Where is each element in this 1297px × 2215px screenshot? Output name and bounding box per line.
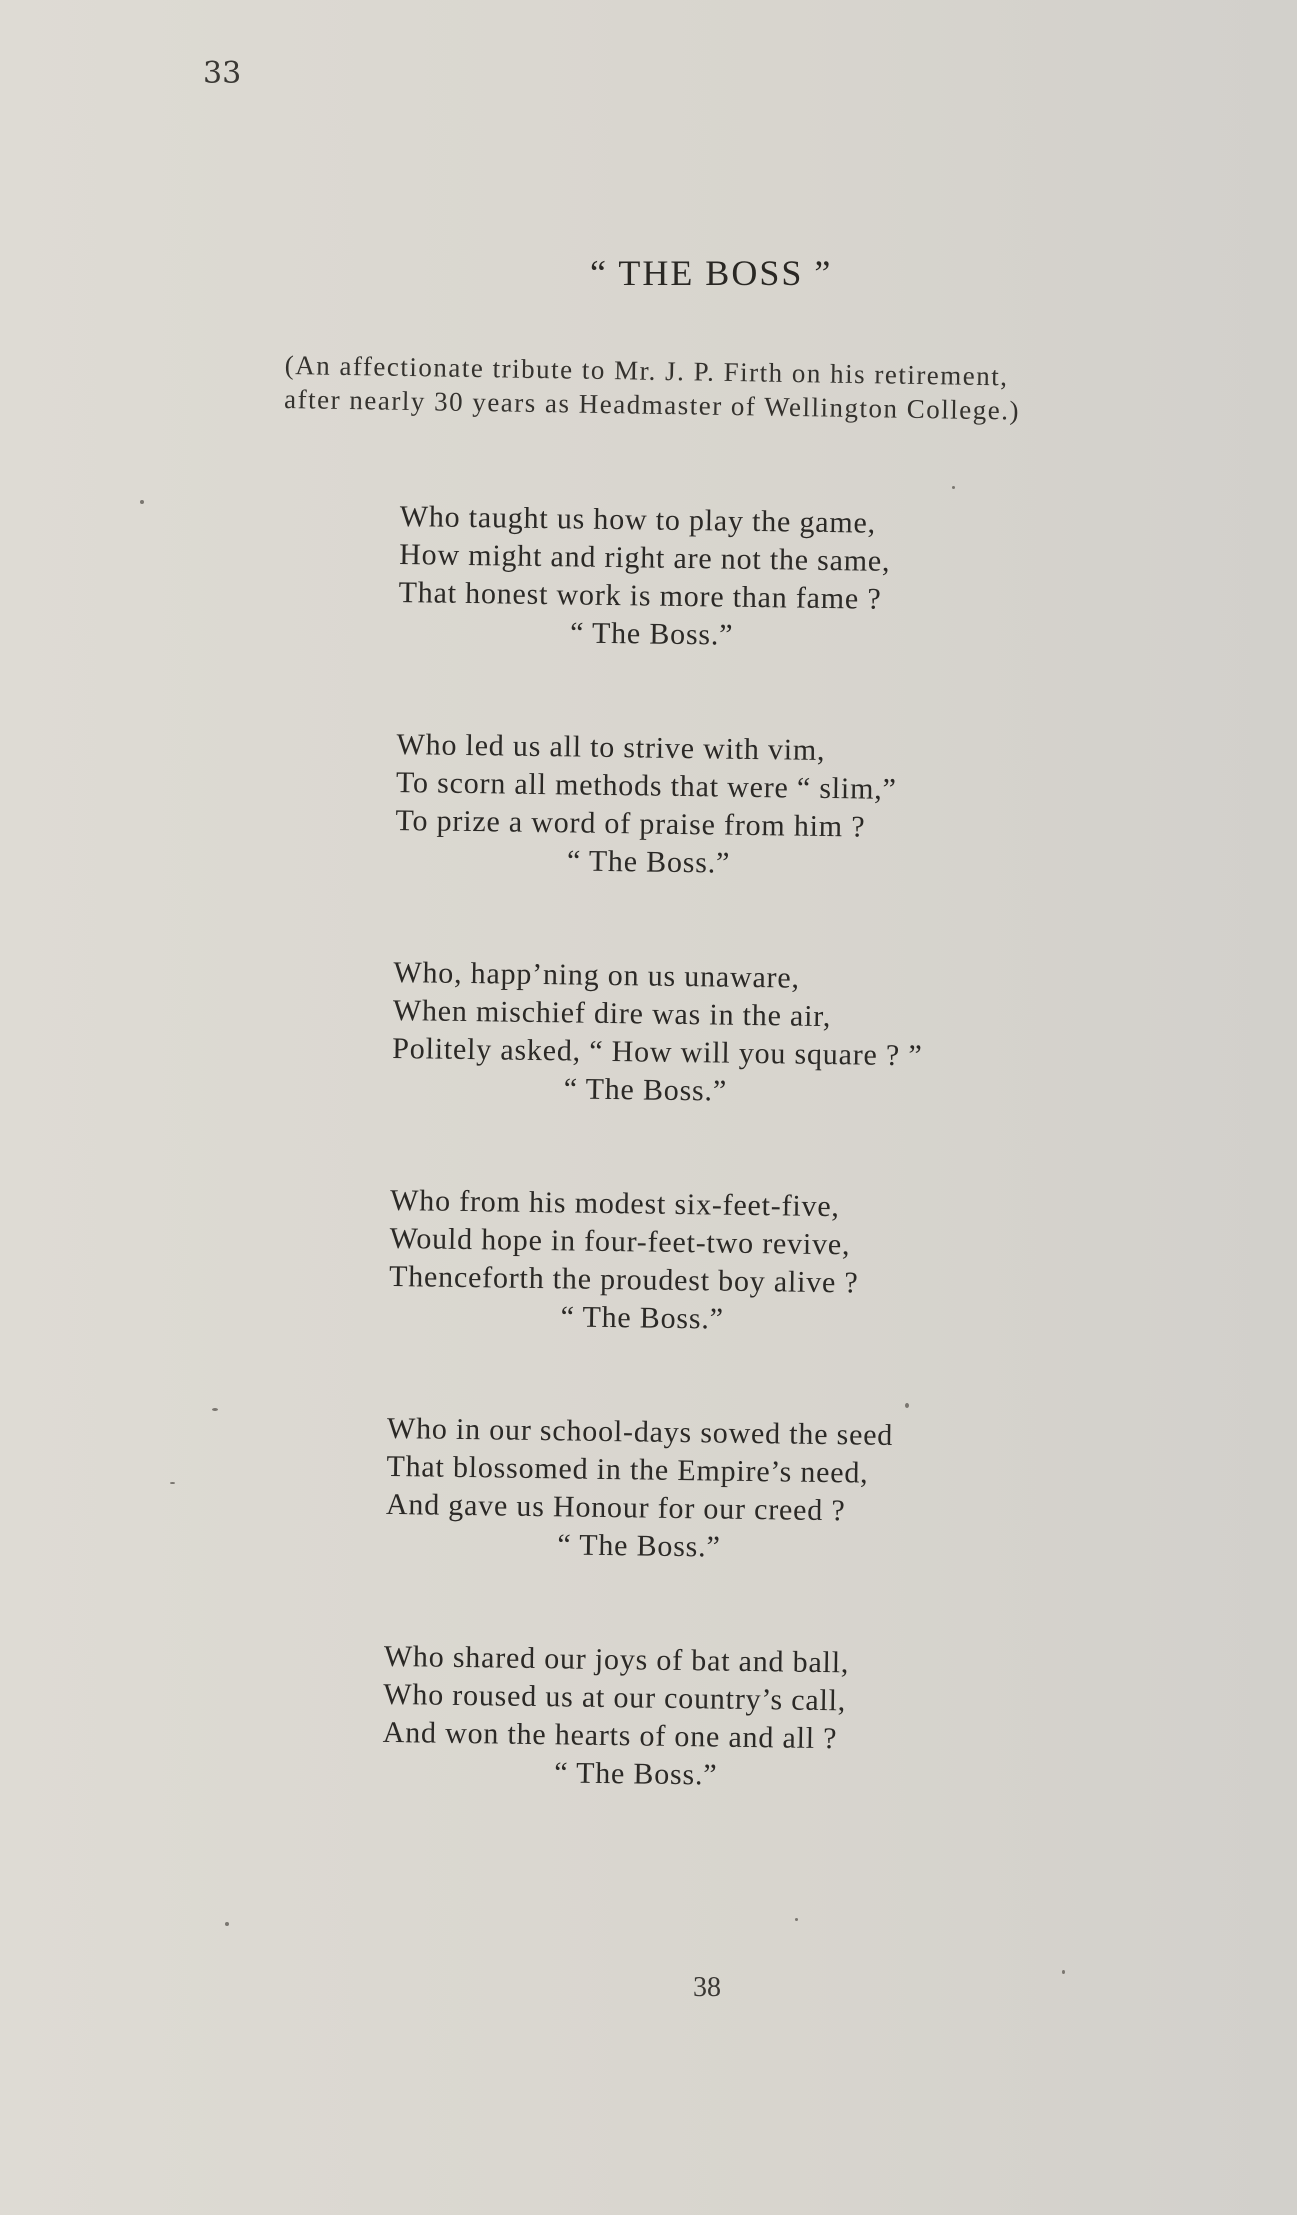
paper-speck [795, 1918, 798, 1921]
stanza [392, 954, 1094, 1116]
stanza-line: Who from his modest six-feet-five, [389, 1183, 840, 1224]
stanza-line: Who roused us at our country’s call, [383, 1677, 847, 1718]
paper-speck [170, 1482, 175, 1484]
paper-speck [952, 486, 955, 489]
stanza-line: Who, happ’ning on us unaware, [393, 955, 801, 995]
stanza [385, 1410, 1087, 1572]
subtitle-line: after nearly 30 years as Headmaster of Wellington College.) [283, 383, 1021, 426]
stanza-line: Politely asked, “ How will you square ? ” [392, 1031, 923, 1073]
stanza-line: How might and right are not the same, [398, 537, 891, 578]
stanza-line: Thenceforth the proudest boy alive ? [388, 1259, 859, 1300]
page-number-bottom: 38 [693, 1972, 721, 2003]
stanza-refrain: “ The Boss.” [563, 1072, 728, 1108]
stanza-line: Who taught us how to play the game, [399, 499, 877, 540]
stanza-line: Who shared our joys of bat and ball, [383, 1639, 850, 1680]
stanza-line: Who in our school-days sowed the seed [386, 1411, 894, 1452]
stanza-line: To scorn all methods that were “ slim,” [395, 765, 897, 806]
paper-speck [905, 1403, 909, 1408]
stanza [388, 1182, 1090, 1344]
stanza-line: When mischief dire was in the air, [392, 993, 832, 1034]
page-number-top: 33 [203, 56, 242, 91]
stanza-refrain: “ The Boss.” [557, 1528, 721, 1564]
stanza-refrain: “ The Boss.” [566, 844, 731, 880]
stanza-line: That blossomed in the Empire’s need, [386, 1449, 869, 1490]
subtitle-line: (An affectionate tribute to Mr. J. P. Firth on his retirement, [284, 349, 1009, 392]
stanza-refrain: “ The Boss.” [553, 1756, 718, 1792]
stanza-line: Would hope in four-feet-two revive, [389, 1221, 851, 1262]
paper-speck [1062, 1970, 1065, 1974]
stanza-line: And gave us Honour for our creed ? [385, 1487, 846, 1528]
paper-speck [212, 1408, 218, 1411]
stanza [398, 498, 1100, 660]
stanza-line: That honest work is more than fame ? [398, 575, 882, 616]
stanza [395, 726, 1097, 888]
stanza [382, 1638, 1084, 1800]
stanza-line: To prize a word of praise from him ? [395, 803, 866, 844]
stanza-refrain: “ The Boss.” [560, 1300, 725, 1336]
stanza-refrain: “ The Boss.” [569, 616, 734, 652]
stanza-line: And won the hearts of one and all ? [382, 1715, 838, 1756]
poem-body [381, 498, 1100, 1876]
paper-speck [140, 500, 144, 504]
paper-speck [225, 1922, 229, 1926]
stanza-line: Who led us all to strive with vim, [396, 727, 826, 767]
poem-subtitle [284, 348, 1215, 431]
poem-title: “ THE BOSS ” [590, 253, 833, 293]
